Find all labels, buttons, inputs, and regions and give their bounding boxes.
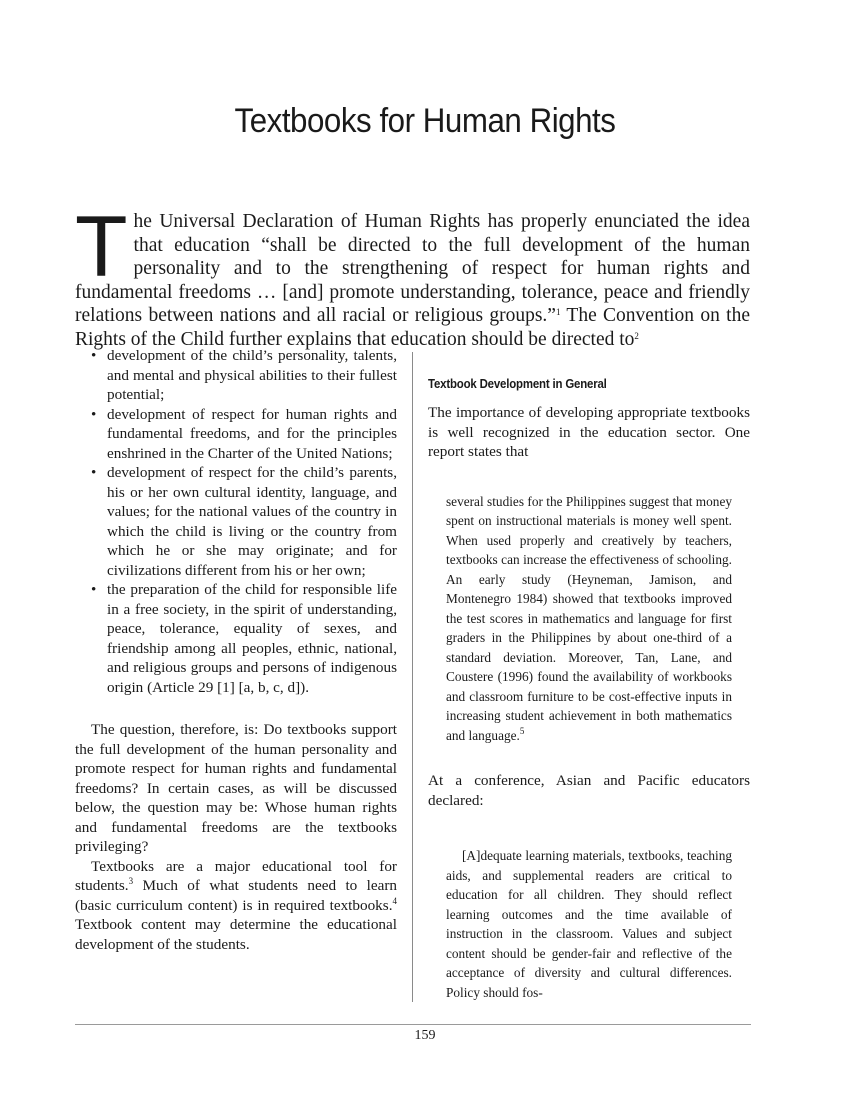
right-column	[428, 346, 750, 1002]
footnote-ref-3: 3	[128, 876, 134, 886]
bullet-icon: •	[91, 581, 97, 598]
page-number: 159	[414, 1028, 436, 1043]
body-text: Textbook content may determine the educational development of the students.	[75, 916, 397, 953]
footer-rule	[75, 1024, 751, 1025]
body-paragraph: At a conference, Asian and Pacific educators declared:	[428, 772, 750, 809]
intro-paragraph	[75, 199, 750, 351]
section-subheading: Textbook Development in General	[428, 376, 607, 391]
left-body-text	[75, 720, 397, 954]
list-item	[75, 346, 397, 405]
column-divider	[412, 352, 413, 1002]
body-text: Much of what students need to learn (basic curriculum content) is in required textbooks.	[75, 877, 397, 914]
block-quote	[446, 492, 732, 746]
footnote-ref-2: 2	[634, 330, 639, 341]
bullet-text: the preparation of the child for responsible life in a free society, in the spirit of understanding, peace, tolerance, equality of sexes, and friendship among all peoples, ethnic, national, and religious groups and persons of indigenous origin (Article 29 [1] [a, b, c, d]).	[107, 581, 397, 696]
block-quote: [A]dequate learning materials, textbooks, teaching aids, and supplemental readers are critical to education for all children. They should reflect learning outcomes and the time available of instruction in the classroom. Values and subject content should be gender-fair and reflective of the acceptance of diversity and cultural differences. Policy should fos-	[446, 848, 732, 1000]
footnote-ref-5: 5	[519, 725, 525, 736]
quote-text: several studies for the Philippines suggest that money spent on instructional materials is money well spent. When used properly and creatively by teachers, textbooks can increase the effectiveness of schooling. An early study (Heyneman, Jamison, and Montenegro 1984) showed that textbooks improved the test scores in mathematics and language for first graders in the Philippines by about one-third of a standard deviation. Moreover, Tan, Lane, and Coustere (1996) found the availability of workbooks and classroom furniture to be cost-effective inputs in increasing student achievement in both mathematics and language.	[446, 493, 732, 743]
body-paragraph: The question, therefore, is: Do textbooks support the full development of the human personality and promote respect for human rights and fundamental freedoms? In certain cases, as will be discussed below, the question may be: Whose human rights and fundamental freedoms are the textbooks privileging?	[75, 721, 397, 855]
list-item	[75, 463, 397, 580]
intro-text-b: The Convention on the Rights of the Child further explains that education should be directed to	[75, 305, 750, 350]
page-title: Textbooks for Human Rights	[234, 102, 616, 140]
body-text: Textbooks are a major educational tool for students.	[75, 857, 397, 894]
list-item	[75, 405, 397, 464]
list-item	[75, 580, 397, 697]
bullet-icon: •	[91, 405, 97, 423]
drop-cap: T	[75, 199, 128, 295]
bullet-list	[75, 346, 397, 697]
bullet-icon: •	[91, 347, 97, 364]
footnote-ref-1: 1	[555, 307, 561, 317]
body-paragraph	[75, 857, 397, 955]
bullet-text: development of respect for the child’s parents, his or her own cultural identity, language, and values; for the national values of the country in which the child is living or the country from which he or she may originate; and for civilizations different from his or her own;	[107, 464, 397, 579]
bullet-text: development of the child’s personality, talents, and mental and physical abilities to their fullest potential;	[107, 347, 397, 403]
bullet-icon: •	[91, 464, 97, 481]
intro-text-a: he Universal Declaration of Human Rights has properly enunciated the idea that education “shall be directed to the full development of the human personality and to the strengthening of respect for human rights and fundamental freedoms … [and] promote understanding, tolerance, peace and friendly relations between nations and all racial or religious groups.”	[75, 211, 750, 326]
left-column	[75, 346, 397, 954]
footnote-ref-4: 4	[392, 895, 397, 906]
bullet-text: development of respect for human rights and fundamental freedoms, and for the principles enshrined in the Charter of the United Nations;	[107, 405, 397, 462]
body-paragraph: The importance of developing appropriate textbooks is well recognized in the education sector. One report states that	[428, 404, 750, 460]
